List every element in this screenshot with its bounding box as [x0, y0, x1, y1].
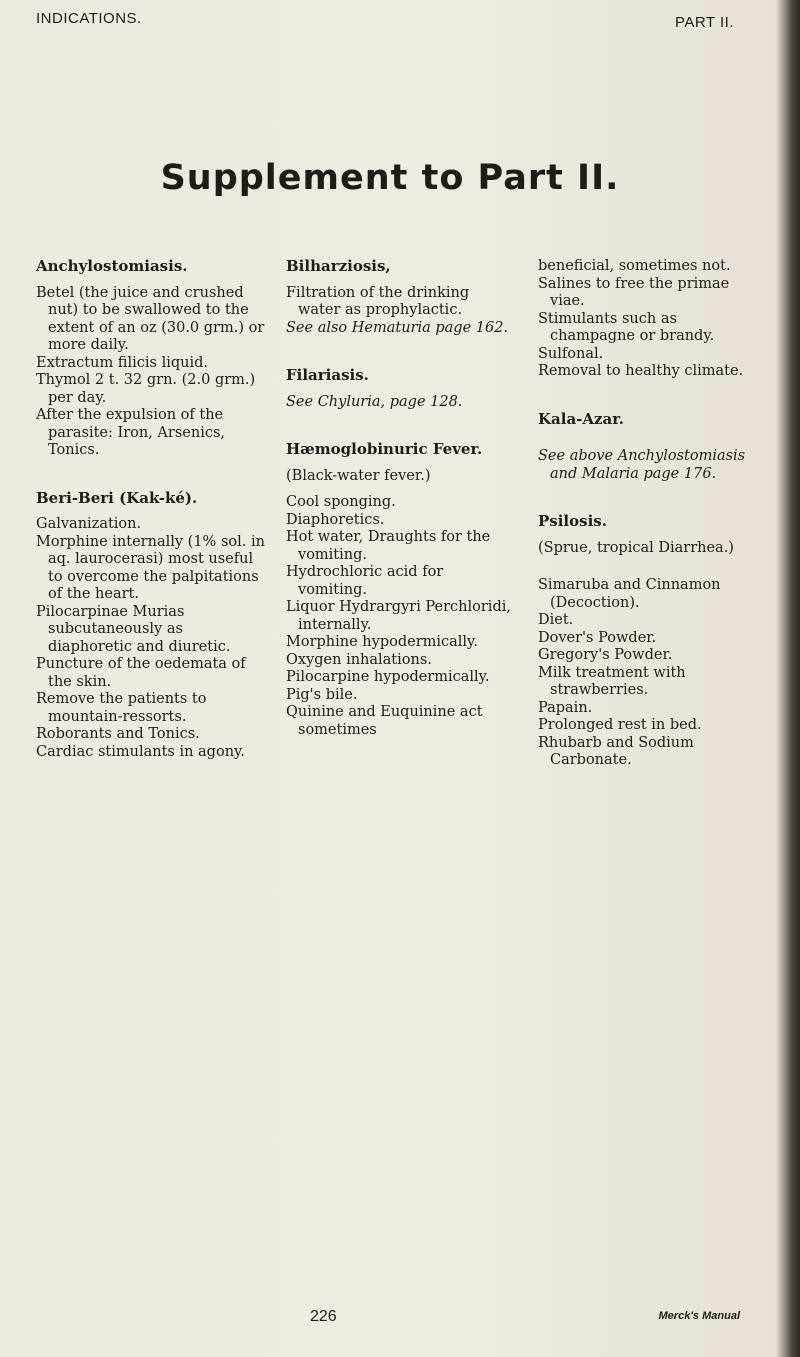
entry: Liquor Hydrargyri Perchloridi, internally.: [286, 599, 511, 633]
entry: Milk treatment with strawberries.: [538, 664, 686, 698]
entry: Simaruba and Cinnamon (Decoction).: [538, 577, 721, 611]
column-2: [286, 258, 514, 739]
entry: Hydrochloric acid for vomiting.: [286, 564, 444, 598]
entry: Hot water, Draughts for the vomiting.: [286, 529, 491, 563]
entry: Cool sponging.: [286, 494, 396, 510]
column-3: [538, 258, 766, 770]
cross-reference: See Chyluria, page 128.: [286, 393, 463, 410]
entry: Removal to healthy climate.: [538, 363, 744, 379]
entry: Diet.: [538, 612, 574, 628]
entry: Extractum filicis liquid.: [36, 354, 208, 371]
entry: Stimulants such as champagne or brandy.: [538, 310, 715, 344]
entry: After the expulsion of the parasite: Iron, Arsenics, Tonics.: [36, 407, 226, 458]
section-heading: Beri-Beri (Kak-ké).: [36, 488, 198, 507]
entry: Gregory's Powder.: [538, 647, 673, 663]
section-heading: Bilharziosis,: [286, 257, 391, 275]
page-title: Supplement to Part II.: [160, 158, 620, 198]
entry: Rhubarb and Sodium Carbonate.: [538, 734, 694, 768]
entry: Morphine internally (1% sol. in aq. laurocerasi) most useful to overcome the palpitations of the heart.: [36, 533, 265, 602]
cross-reference: See also Hematuria page 162.: [286, 319, 509, 336]
entry: Pilocarpine hypodermically.: [286, 669, 490, 685]
running-head-right: PART II.: [674, 14, 734, 31]
entry: Betel (the juice and crushed nut) to be swallowed to the extent of an oz (30.0 grm.) or more daily.: [36, 284, 265, 353]
entry: Pilocarpinae Murias subcutaneously as diaphoretic and diuretic.: [36, 603, 231, 655]
entry: Galvanization.: [36, 516, 142, 532]
entry: Cardiac stimulants in agony.: [36, 743, 245, 760]
section-heading: Hæmoglobinuric Fever.: [286, 440, 483, 458]
entry: Oxygen inhalations.: [286, 651, 432, 668]
entry: Puncture of the oedemata of the skin.: [36, 656, 246, 690]
section-heading: Psilosis.: [538, 512, 607, 530]
entry: Papain.: [538, 699, 593, 716]
subheading: (Black-water fever.): [286, 467, 431, 484]
imprint: Merck's Manual: [658, 1310, 740, 1322]
entry: Morphine hypodermically.: [286, 634, 478, 650]
cross-reference: See above Anchylostomiasis and Malaria page 176.: [538, 448, 746, 482]
column-1: [36, 258, 271, 761]
entry: Quinine and Euquinine act sometimes: [286, 704, 483, 738]
section-heading: Filariasis.: [286, 366, 369, 384]
entry: Filtration of the drinking water as prophylactic.: [286, 284, 470, 318]
entry: beneficial, sometimes not.: [538, 258, 731, 274]
entry: Pig's bile.: [286, 686, 358, 703]
section-heading: Kala-Azar.: [538, 409, 625, 428]
page-number: 226: [310, 1308, 337, 1325]
entry: Thymol 2 t. 32 grn. (2.0 grm.) per day.: [36, 372, 256, 406]
entry: Sulfonal.: [538, 345, 604, 362]
entry: Diaphoretics.: [286, 511, 385, 528]
section-heading: Anchylostomiasis.: [36, 257, 188, 275]
entry: Prolonged rest in bed.: [538, 717, 702, 733]
entry: Salines to free the primae viae.: [538, 275, 730, 309]
entry: Remove the patients to mountain-ressorts.: [36, 691, 207, 725]
entry: Roborants and Tonics.: [36, 726, 200, 742]
entry: Dover's Powder.: [538, 629, 657, 646]
running-head-left: INDICATIONS.: [36, 10, 142, 27]
subheading: (Sprue, tropical Diarrhea.): [538, 539, 734, 556]
